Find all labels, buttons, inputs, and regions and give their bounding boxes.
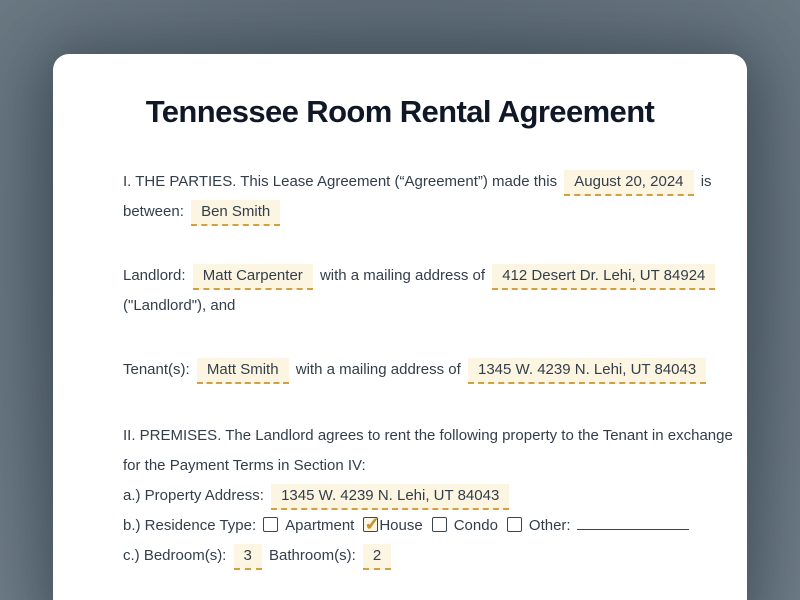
other-checkbox[interactable]	[507, 517, 522, 532]
landlord-label: Landlord:	[123, 267, 186, 284]
between-label: between:	[123, 203, 184, 220]
section-premises	[123, 421, 733, 571]
premises-text-2: for the Payment Terms in Section IV:	[123, 457, 366, 474]
tenant-line	[123, 355, 719, 385]
tenant-label: Tenant(s):	[123, 361, 190, 378]
document-page	[53, 54, 747, 600]
other-blank-field[interactable]	[577, 514, 689, 530]
premises-line-2	[123, 451, 719, 481]
agreement-date-field[interactable]: August 20, 2024	[564, 170, 693, 196]
house-checkbox[interactable]	[363, 514, 380, 534]
parties-after-date-text: is	[700, 173, 712, 190]
property-address-label: a.) Property Address:	[123, 487, 264, 504]
house-option-label: House	[379, 517, 423, 534]
landlord-suffix-text: ("Landlord"), and	[123, 297, 236, 314]
document-title: Tennessee Room Rental Agreement	[145, 94, 655, 129]
landlord-line-1	[123, 261, 719, 291]
section-tenant	[123, 355, 719, 385]
parties-line-1	[123, 167, 719, 197]
bedrooms-field[interactable]: 3	[234, 544, 262, 570]
property-address-line	[123, 481, 719, 511]
tenant-address-field[interactable]: 1345 W. 4239 N. Lehi, UT 84043	[468, 358, 706, 384]
landlord-line-2	[123, 291, 719, 321]
landlord-middle-text: with a mailing address of	[319, 267, 486, 284]
parties-line-2	[123, 197, 719, 227]
residence-type-label: b.) Residence Type:	[123, 517, 257, 534]
checkmark-icon: ✓	[364, 514, 380, 534]
premises-line-1	[123, 421, 733, 451]
condo-option-label: Condo	[453, 517, 498, 534]
document-body	[53, 167, 747, 571]
other-option-label: Other:	[528, 517, 571, 534]
parties-intro-text: I. THE PARTIES. This Lease Agreement (“Agreement”) made this	[123, 173, 558, 190]
bedrooms-label: c.) Bedroom(s):	[123, 547, 227, 564]
tenant-name-field[interactable]: Matt Smith	[197, 358, 289, 384]
condo-checkbox[interactable]	[432, 517, 447, 532]
residence-type-line	[123, 511, 719, 541]
tenant-middle-text: with a mailing address of	[295, 361, 461, 378]
property-address-field[interactable]: 1345 W. 4239 N. Lehi, UT 84043	[271, 484, 509, 510]
section-landlord	[123, 261, 719, 321]
apartment-option-label: Apartment	[285, 517, 355, 534]
premises-text-1: II. PREMISES. The Landlord agrees to rent the following property to the Tenant in exchange	[123, 427, 733, 444]
bathrooms-label: Bathroom(s):	[269, 547, 356, 564]
party-name-field[interactable]: Ben Smith	[191, 200, 280, 226]
bathrooms-field[interactable]: 2	[363, 544, 391, 570]
rooms-line	[123, 541, 719, 571]
landlord-name-field[interactable]: Matt Carpenter	[193, 264, 313, 290]
section-parties	[123, 167, 719, 227]
landlord-address-field[interactable]: 412 Desert Dr. Lehi, UT 84924	[492, 264, 715, 290]
apartment-checkbox[interactable]	[263, 517, 278, 532]
